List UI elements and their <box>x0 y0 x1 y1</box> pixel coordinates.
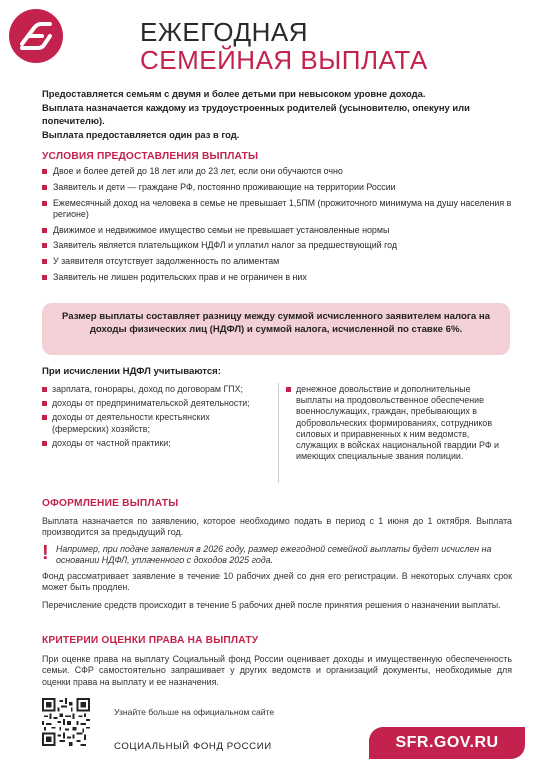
intro-block <box>42 88 510 143</box>
criteria-heading: КРИТЕРИИ ОЦЕНКИ ПРАВА НА ВЫПЛАТУ <box>42 635 259 646</box>
qr-code-icon[interactable] <box>42 698 90 746</box>
ndfl-heading: При исчислении НДФЛ учитываются: <box>42 366 221 377</box>
list-item: доходы от предпринимательской деятельности; <box>42 398 268 409</box>
list-item: Заявитель и дети — граждане РФ, постоянно проживающие на территории России <box>42 182 516 193</box>
list-item: Ежемесячный доход на человека в семье не превышает 1,5ПМ (прожиточного минимума на душу населения в регионе) <box>42 198 516 221</box>
criteria-text: При оценке права на выплату Социальный фонд России оценивает доходы и имущественную обеспеченность семьи. СФР самостоятельно запрашивает у других ведомств и организаций документы, необходимые для оценки права на выплату и ее назначения. <box>42 654 512 687</box>
intro-line: Выплата предоставляется один раз в год. <box>42 128 240 140</box>
column-divider <box>278 383 279 483</box>
review-text: Фонд рассматривает заявление в течение 10 рабочих дней со дня его регистрации. В некоторых случаях срок может быть продлен. <box>42 571 512 593</box>
list-item: денежное довольствие и дополнительные выплаты на продовольственное обеспечение военнослужащих, граждан, пребывающих в добровольческих формированиях, сотрудников силовых и приравненных к ним ведомств, служащих в войсках национальной гвардии РФ и имеющих специальные звания полиции. <box>286 384 508 462</box>
page-title <box>140 18 428 74</box>
exclamation-icon: ! <box>42 542 49 564</box>
list-item: У заявителя отсутствует задолженность по алиментам <box>42 256 516 267</box>
ndfl-left-list <box>42 384 268 452</box>
title-line2: СЕМЕЙНАЯ ВЫПЛАТА <box>140 45 428 75</box>
conditions-heading: УСЛОВИЯ ПРЕДОСТАВЛЕНИЯ ВЫПЛАТЫ <box>42 151 259 162</box>
list-item: доходы от частной практики; <box>42 438 268 449</box>
application-heading: ОФОРМЛЕНИЕ ВЫПЛАТЫ <box>42 498 179 509</box>
list-item: Заявитель не лишен родительских прав и не ограничен в них <box>42 272 516 283</box>
application-text: Выплата назначается по заявлению, которое необходимо подать в период с 1 июня до 1 октября. Выплата производится за предыдущий год. <box>42 516 512 538</box>
list-item: Заявитель является плательщиком НДФЛ и уплатил налог за предшествующий год <box>42 240 516 251</box>
organization-name: СОЦИАЛЬНЫЙ ФОНД РОССИИ <box>114 741 272 752</box>
more-info-text: Узнайте больше на официальном сайте <box>114 707 275 717</box>
website-label: SFR.GOV.RU <box>395 734 499 751</box>
list-item: доходы от деятельности крестьянских (фермерских) хозяйств; <box>42 412 268 434</box>
conditions-list <box>42 166 516 288</box>
list-item: зарплата, гонорары, доход по договорам ГПХ; <box>42 384 268 395</box>
transfer-text: Перечисление средств происходит в течение 5 рабочих дней после принятия решения о назначении выплаты. <box>42 600 501 610</box>
list-item: Двое и более детей до 18 лет или до 23 лет, если они обучаются очно <box>42 166 516 177</box>
payment-amount-callout <box>42 303 510 355</box>
list-item: Движимое и недвижимое имущество семьи не превышает установленные нормы <box>42 225 516 236</box>
application-note: Например, при подаче заявления в 2026 году, размер ежегодной семейной выплаты будет исчислен на основании НДФЛ, уплаченного с доходов 2025 года. <box>56 544 492 566</box>
sfr-logo-icon <box>8 8 64 64</box>
callout-text: Размер выплаты составляет разницу между суммой исчисленного заявителем налога на доходы физических лиц (НДФЛ) и суммой налога, исчисленной по ставке 6%. <box>62 311 490 335</box>
title-line1: ЕЖЕГОДНАЯ <box>140 17 308 47</box>
intro-line: Выплата назначается каждому из трудоустроенных родителей (усыновителю, опекуну или попечителю). <box>42 102 470 126</box>
website-link[interactable] <box>369 727 525 759</box>
intro-line: Предоставляется семьям с двумя и более детьми при невысоком уровне дохода. <box>42 88 426 99</box>
ndfl-right-list <box>286 384 508 465</box>
